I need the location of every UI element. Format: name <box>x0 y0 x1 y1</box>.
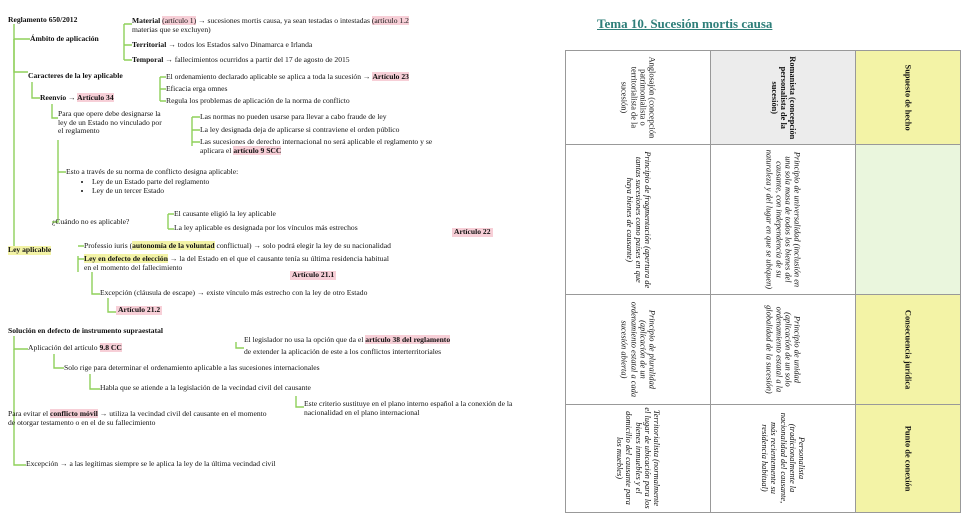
norma-1: Las normas no pueden usarse para llevar a cabo fraude de ley <box>200 112 387 121</box>
row-label-text: Romanista (concepción personalista de la sucesión) <box>769 55 797 140</box>
reenvio-label: Reenvío <box>40 93 67 102</box>
ley-defecto-label: Ley en defecto de elección <box>84 254 168 263</box>
row-label-romanista <box>711 51 856 145</box>
professio-label: Professio iuris ( <box>84 241 133 250</box>
articulo-23-tag: Artículo 23 <box>372 72 409 81</box>
header-text: Consecuencia jurídica <box>903 309 913 390</box>
territorial-label: Territorial <box>132 40 167 49</box>
conflicto-movil-highlight: conflicto móvil <box>49 409 98 418</box>
temporal-line <box>132 56 350 65</box>
articulo-9-tag: artículo 9 SCC <box>233 145 282 155</box>
caracter-1 <box>166 73 409 82</box>
temporal-text: → fallecimientos ocurridos a partir del 17 de agosto de 2015 <box>165 55 350 64</box>
bullet-item: • Ley de un tercer Estado <box>92 187 209 196</box>
esto-traves: Esto a través de su norma de conflicto designa aplicable: <box>66 167 239 176</box>
excepcion-legitimas: Excepción → a las legítimas siempre se le aplica la ley de la última vecindad civil <box>26 459 276 468</box>
reenvio-node: Reenvío → Artículo 34 <box>40 93 114 102</box>
header-supuesto <box>856 51 961 145</box>
caracter-2: Eficacia erga omnes <box>166 84 228 93</box>
material-ref2: (artículo 1.2 <box>371 16 409 25</box>
legislador-text: El legislador no usa la opción que da el <box>244 335 364 344</box>
criterio-sustituye: Este criterio sustituye en el plano interno español a la conexión de la nacionalidad en el plano internacional <box>304 399 513 417</box>
professio-text: conflictual) → solo podrá elegir la ley de su nacionalidad <box>216 241 391 250</box>
territorial-text: → todos los Estados salvo Dinamarca e Irlanda <box>168 40 313 49</box>
cell-text: Principio de unidad (aplicación de un solo ordenamiento estatal a la globalidad de la sucesión) <box>764 305 802 394</box>
page-title: Tema 10. Sucesión mortis causa <box>597 16 773 31</box>
para-evitar <box>8 410 270 427</box>
solo-rige: Solo rige para determinar el ordenamiento aplicable a las sucesiones internacionales <box>64 363 320 372</box>
norma-3 <box>200 138 450 155</box>
material-label: Material <box>132 16 161 25</box>
ley-defecto-text: → la del Estado en el que el causante tenía su última residencia habitual <box>169 254 389 263</box>
cuando-1: El causante eligió la ley aplicable <box>174 209 276 218</box>
ley-defecto-line2: en el momento del fallecimiento <box>84 263 183 272</box>
articulo-34-tag: Artículo 34 <box>77 93 114 102</box>
territorial-line <box>132 41 312 50</box>
professio-line <box>84 242 391 251</box>
temporal-label: Temporal <box>132 55 164 64</box>
cell-text: Principio de pluralidad (aplicación de un ordenamiento estatal a cada sucesión abierta) <box>619 301 657 398</box>
articulo-22-tag: Artículo 22 <box>454 227 491 236</box>
solucion-node: Solución en defecto de instrumento supraestatal <box>8 326 164 335</box>
sucesion-table <box>565 50 961 513</box>
norma-2: La ley designada deja de aplicarse si contraviene el orden público <box>200 125 400 134</box>
reglamento-heading: Reglamento 650/2012 <box>8 15 78 24</box>
cell-text: Principio de fragmentación (apertura de tantas sucesiones como países en que haya bienes de causante) <box>624 151 652 288</box>
excepcion-clausula: Excepción (cláusula de escape) → existe vínculo más estrecho con la ley de otro Estado <box>100 288 368 297</box>
cuando-2: La ley aplicable es designada por los vínculos más estrechos <box>174 223 358 232</box>
material-ref1: (artículo 1) <box>162 16 197 25</box>
cuando-node: ¿Cuándo no es aplicable? <box>52 217 130 226</box>
habla-vecindad: Habla que se atiende a la legislación de la vecindad civil del causante <box>100 383 311 392</box>
ambito-node: Ámbito de aplicación <box>30 34 99 43</box>
articulo-38-tag: artículo 38 del reglamento <box>365 335 451 344</box>
header-text: Punto de conexión <box>903 425 913 492</box>
para-que-opere: Para que opere debe designarse la ley de un Estado no vinculado por el reglamento <box>58 109 162 136</box>
legislador-line2: de extender la aplicación de este a los conflictos interterritoriales <box>244 347 442 356</box>
row-label-anglosajon <box>566 51 711 145</box>
legislador-line <box>244 336 450 345</box>
header-text: Supuesto de hecho <box>903 64 913 131</box>
para-evitar-text: → utiliza la vecindad civil del causante en el momento de otorgar testamento o en el de su fallecimiento <box>8 409 267 427</box>
cell-personalista <box>711 405 856 513</box>
para-evitar-label: Para evitar el <box>8 409 49 418</box>
cell-text: Territorialista (normalmente el lugar de ubicación para los bienes inmuebles y el domicilio del causante para los muebles) <box>615 407 662 510</box>
header-consecuencia-spacer <box>856 145 961 295</box>
material-text: → sucesiones mortis causa, ya sean testadas o intestadas <box>198 16 370 25</box>
cell-territorialista <box>566 405 711 513</box>
cell-pluralidad <box>566 295 711 405</box>
material-line2: materias que se excluyen) <box>132 25 211 34</box>
cell-text: Principio de universalidad (inclusión en una sola masa de todos los bienes del causante, con independencia de su naturaleza y del lugar en que se ubiquen) <box>764 149 802 290</box>
autonomia-highlight: autonomía de la voluntad <box>132 241 215 250</box>
caracteres-node: Caracteres de la ley aplicable <box>28 71 123 80</box>
aplicacion-label: Aplicación del artículo <box>28 343 98 352</box>
header-punto-conexion <box>856 405 961 513</box>
articulo-21-1-tag: Artículo 21.1 <box>292 270 335 279</box>
articulo-9-8-tag: 9.8 CC <box>99 343 122 352</box>
ley-aplicable-node: Ley aplicable <box>8 245 52 254</box>
caracter-1-text: El ordenamiento declarado aplicable se aplica a toda la sucesión → <box>166 72 371 81</box>
bullet-list <box>80 178 209 195</box>
aplicacion-9-8 <box>28 344 122 353</box>
caracter-3: Regula los problemas de aplicación de la norma de conflicto <box>166 96 350 105</box>
bullet-item: • Ley de un Estado parte del reglamento <box>92 178 209 187</box>
cell-unidad <box>711 295 856 405</box>
cell-fragmentacion <box>566 145 711 295</box>
row-label-text: Anglosajón (concepción patrimonialista o territorialista de la sucesión) <box>619 56 657 139</box>
cell-universalidad <box>711 145 856 295</box>
cell-text: Personalista (tradicionalmente la nacionalidad del causante, más recientemente su residencia habitual) <box>760 413 807 504</box>
articulo-21-2-tag: Artículo 21.2 <box>118 305 161 314</box>
norma-3-text: Las sucesiones de derecho internacional no será aplicable el reglamento y se aplicara el <box>200 137 433 155</box>
header-consecuencia <box>856 295 961 405</box>
